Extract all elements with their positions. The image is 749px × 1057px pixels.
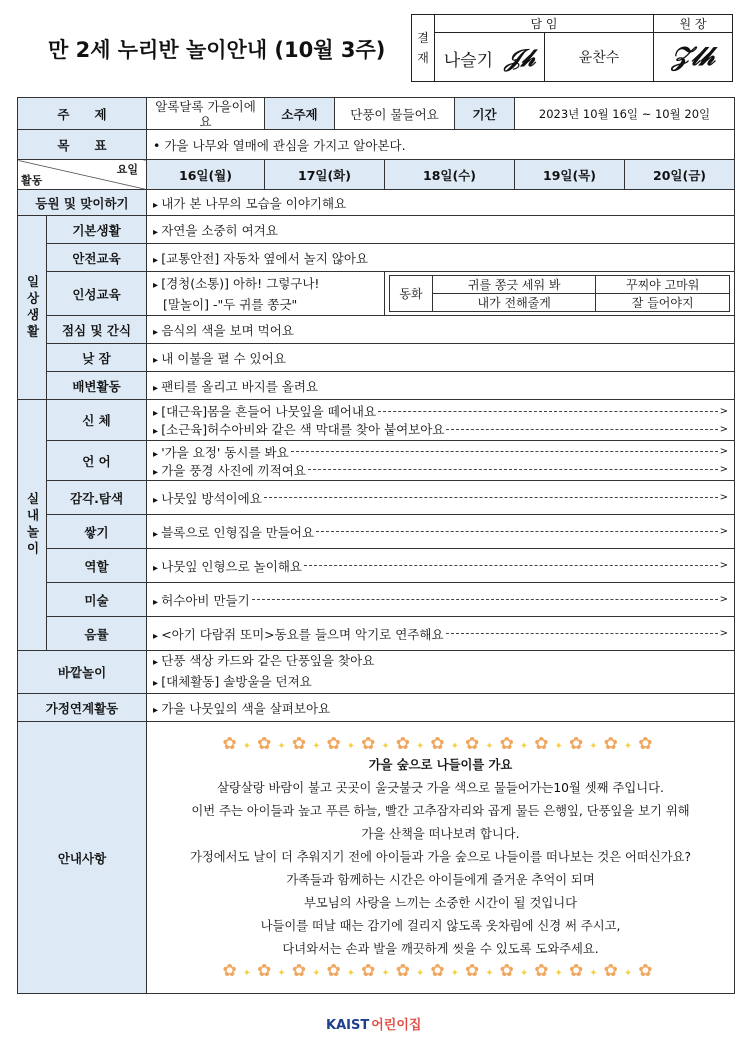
notice-line: 가족들과 함께하는 시간은 아이들에게 즐거운 추억이 되며 xyxy=(286,873,595,887)
character-activity: ▸ [경청(소통)] 아하! 그렇구나! [말놀이] -"두 귀를 쫑긋" xyxy=(147,272,385,316)
subject-value: 알록달록 가을이에요 xyxy=(147,98,265,130)
story-label: 동화 xyxy=(390,276,433,312)
body-activity: ▸ [대근육]몸을 흔들어 나뭇잎을 떼어내요 > ▸ [소근육]허수아비와 같은 색 막대를 찾아 붙여보아요 > xyxy=(147,400,735,441)
teacher2-signature: 윤찬수 xyxy=(545,33,654,82)
music-activity: ▸ <아기 다람쥐 또미>동요를 들으며 악기로 연주해요 > xyxy=(147,617,735,651)
period-label: 기간 xyxy=(455,98,515,130)
home-label: 가정연계활동 xyxy=(18,694,147,722)
flower-border-bottom-icon: ✿✦✿✦✿✦✿✦✿✦✿✦✿✦✿✦✿✦✿✦✿✦✿✦✿ xyxy=(222,961,659,981)
language-activity: ▸ '가을 요정' 동시를 봐요 > ▸ 가을 풍경 사진에 끼적여요 > xyxy=(147,441,735,481)
toilet-label: 배변활동 xyxy=(47,372,147,400)
block-activity: ▸ 블록으로 인형집을 만들어요 > xyxy=(147,515,735,549)
basic-activity: ▸ 자연을 소중히 여겨요 xyxy=(147,216,735,244)
day-mon: 16일(월) xyxy=(147,160,265,190)
language-label: 언 어 xyxy=(47,441,147,481)
daily-life-group: 일상생활 xyxy=(18,216,47,400)
signature-mark: 𝒥𝒽 xyxy=(504,42,536,72)
music-label: 음률 xyxy=(47,617,147,651)
art-activity: ▸ 허수아비 만들기 > xyxy=(147,583,735,617)
head-teacher-header: 담 임 xyxy=(435,15,654,33)
notice-line: 부모님의 사랑을 느끼는 소중한 시간이 될 것입니다 xyxy=(304,896,577,910)
day-thu: 19일(목) xyxy=(515,160,625,190)
story-item: 꾸찌야 고마워 xyxy=(596,276,730,294)
goal-label: 목 표 xyxy=(18,130,147,160)
basic-label: 기본생활 xyxy=(47,216,147,244)
role-activity: ▸ 나뭇잎 인형으로 놀이해요 > xyxy=(147,549,735,583)
notice-line: 살랑살랑 바람이 불고 곳곳이 울긋불긋 가을 색으로 물들어가는10월 셋째 주입니다. xyxy=(217,781,664,795)
page-title: 만 2세 누리반 놀이안내 (10월 3주) xyxy=(48,38,386,62)
character-label: 인성교육 xyxy=(47,272,147,316)
notice-content xyxy=(147,722,735,994)
day-tue: 17일(화) xyxy=(265,160,385,190)
director-header: 원 장 xyxy=(654,15,733,33)
notice-line: 나들이를 떠날 때는 감기에 걸리지 않도록 옷차림에 신경 써 주시고, xyxy=(260,919,621,933)
art-label: 미술 xyxy=(47,583,147,617)
home-activity: ▸ 가을 나뭇잎의 색을 살펴보아요 xyxy=(147,694,735,722)
role-label: 역할 xyxy=(47,549,147,583)
notice-line: 가정에서도 날이 더 추워지기 전에 아이들과 가을 숲으로 나들이를 떠나보는 것은 어떠신가요? xyxy=(190,850,691,864)
outdoor-activity: ▸ 단풍 색상 카드와 같은 단풍잎을 찾아요 ▸ [대체활동] 솔방울을 던져요 xyxy=(147,651,735,694)
safety-label: 안전교육 xyxy=(47,244,147,272)
approval-label: 결 재 xyxy=(412,15,435,82)
story-item: 잘 들어야지 xyxy=(596,294,730,312)
story-cell xyxy=(385,272,735,316)
teacher1-signature: 나슬기 𝒥𝒽 xyxy=(435,33,545,82)
nap-label: 낮 잠 xyxy=(47,344,147,372)
lunch-activity: ▸ 음식의 색을 보며 먹어요 xyxy=(147,316,735,344)
sensory-activity: ▸ 나뭇잎 방석이에요 > xyxy=(147,481,735,515)
subtopic-label: 소주제 xyxy=(265,98,335,130)
notice-line: 가을 산책을 떠나보려 합니다. xyxy=(361,827,520,841)
outdoor-label: 바깥놀이 xyxy=(18,651,147,694)
day-wed: 18일(수) xyxy=(385,160,515,190)
subject-label: 주 제 xyxy=(18,98,147,130)
toilet-activity: ▸ 팬티를 올리고 바지를 올려요 xyxy=(147,372,735,400)
day-activity-header: 요일 활동 xyxy=(18,160,147,190)
notice-title: 가을 숲으로 나들이를 가요 xyxy=(368,758,513,772)
nap-activity: ▸ 내 이불을 펼 수 있어요 xyxy=(147,344,735,372)
day-fri: 20일(금) xyxy=(625,160,735,190)
notice-label: 안내사항 xyxy=(18,722,147,994)
goal-value: • 가을 나무와 열매에 관심을 가지고 알아본다. xyxy=(147,130,735,160)
notice-text xyxy=(151,754,730,961)
body-label: 신 체 xyxy=(47,400,147,441)
notice-line: 다녀와서는 손과 발을 깨끗하게 씻을 수 있도록 도와주세요. xyxy=(282,942,599,956)
arrival-activity: ▸ 내가 본 나무의 모습을 이야기해요 xyxy=(147,190,735,216)
arrival-label: 등원 및 맞이하기 xyxy=(18,190,147,216)
safety-activity: ▸ [교통안전] 자동차 옆에서 놀지 않아요 xyxy=(147,244,735,272)
director-signature: 𝒵𝓁𝒽 xyxy=(654,33,733,82)
indoor-play-group: 실내놀이 xyxy=(18,400,47,651)
flower-border-top-icon: ✿✦✿✦✿✦✿✦✿✦✿✦✿✦✿✦✿✦✿✦✿✦✿✦✿ xyxy=(222,734,659,754)
plan-table xyxy=(17,97,735,994)
subtopic-value: 단풍이 물들어요 xyxy=(335,98,455,130)
sensory-label: 감각.탐색 xyxy=(47,481,147,515)
story-item: 내가 전해줄게 xyxy=(433,294,596,312)
story-table xyxy=(389,275,730,312)
block-label: 쌓기 xyxy=(47,515,147,549)
notice-line: 이번 주는 아이들과 높고 푸른 하늘, 빨간 고추잠자리와 곱게 물든 은행잎, 단풍잎을 보기 위해 xyxy=(191,804,690,818)
kaist-logo: KAIST 어린이집 xyxy=(326,1018,422,1033)
story-item: 귀를 쫑긋 세워 봐 xyxy=(433,276,596,294)
lunch-label: 점심 및 간식 xyxy=(47,316,147,344)
approval-box xyxy=(411,14,733,82)
period-value: 2023년 10월 16일 ~ 10월 20일 xyxy=(515,98,735,130)
